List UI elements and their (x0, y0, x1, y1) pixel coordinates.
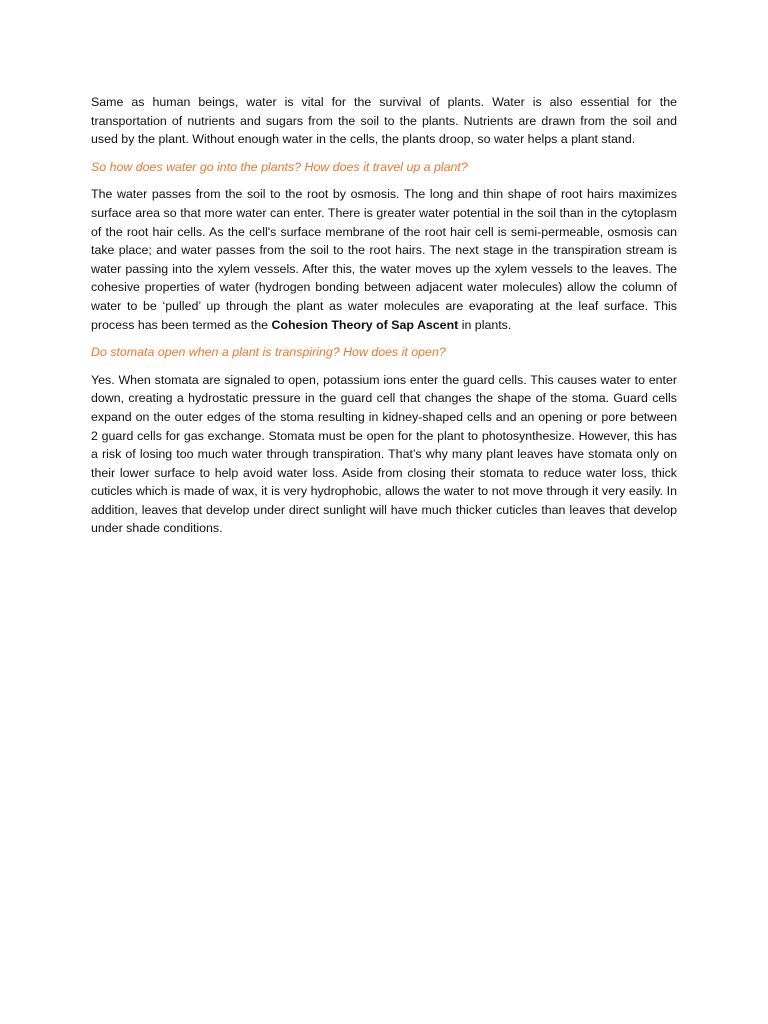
question-heading-stomata: Do stomata open when a plant is transpiring? How does it open? (91, 345, 446, 360)
intro-paragraph: Same as human beings, water is vital for the survival of plants. Water is also essential for the transportation of nutrients and sugars from the soil to the plants. Nutrients are drawn from the soil and used by the plant. Without enough water in the cells, the plants droop, so water helps a plant stand. (91, 95, 677, 147)
question-heading-water-travel: So how does water go into the plants? How does it travel up a plant? (91, 159, 468, 174)
cohesion-theory-term: Cohesion Theory of Sap Ascent (271, 317, 459, 332)
document-body (91, 93, 677, 538)
osmosis-paragraph-end: in plants. (458, 317, 512, 332)
osmosis-paragraph-text: The water passes from the soil to the root by osmosis. The long and thin shape of root hairs maximizes surface area so that more water can enter. There is greater water potential in the soil than in the cytoplasm of the root hair cells. As the cell's surface membrane of the root hair cell is semi-permeable, osmosis can take place; and water passes from the soil to the root hairs. The next stage in the transpiration stream is water passing into the xylem vessels. After this, the water moves up the xylem vessels to the leaves. The cohesive properties of water (hydrogen bonding between adjacent water molecules) allow the column of water to be ‘pulled’ up through the plant as water molecules are evaporating at the leaf surface. This process has been termed as the (91, 187, 677, 332)
osmosis-paragraph (91, 185, 677, 334)
stomata-paragraph: Yes. When stomata are signaled to open, potassium ions enter the guard cells. This causes water to enter down, creating a hydrostatic pressure in the guard cell that changes the shape of the stoma. Guard cells expand on the outer edges of the stoma resulting in kidney-shaped cells and an opening or pore between 2 guard cells for gas exchange. Stomata must be open for the plant to photosynthesize. However, this has a risk of losing too much water through transpiration. That’s why many plant leaves have stomata only on their lower surface to help avoid water loss. Aside from closing their stomata to reduce water loss, thick cuticles which is made of wax, it is very hydrophobic, allows the water to not move through it very easily. In addition, leaves that develop under direct sunlight will have much thicker cuticles than leaves that develop under shade conditions. (91, 372, 677, 536)
